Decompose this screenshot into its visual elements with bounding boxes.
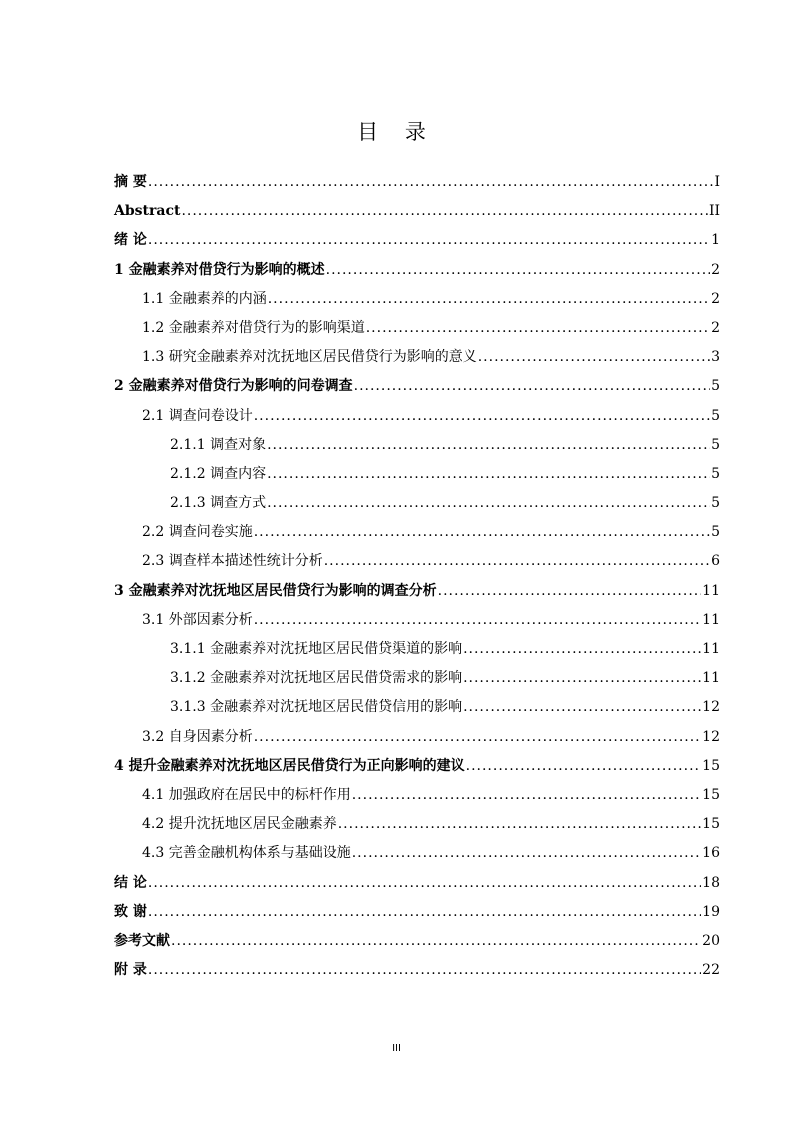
toc-entry-label: 1.3 研究金融素养对沈抚地区居民借贷行为影响的意义 [142, 349, 477, 366]
toc-entry[interactable] [114, 547, 720, 576]
toc-entry[interactable] [114, 664, 720, 693]
toc-entry-page-number: 5 [711, 495, 720, 512]
toc-dot-leader [148, 226, 710, 255]
toc-entry-page-number: I [714, 174, 720, 190]
toc-entry-page-number: 6 [711, 553, 720, 570]
toc-entry-page-number: II [708, 203, 720, 220]
toc-dot-leader [324, 547, 710, 576]
toc-dot-leader [268, 285, 710, 314]
toc-entry-label: Abstract [114, 203, 181, 220]
toc-entry[interactable] [114, 577, 720, 606]
toc-entry[interactable] [114, 372, 720, 401]
toc-entry-label: 4 提升金融素养对沈抚地区居民借贷行为正向影响的建议 [114, 757, 465, 774]
toc-entry-label: 1 金融素养对借贷行为影响的概述 [114, 261, 325, 278]
toc-entry[interactable] [114, 256, 720, 285]
toc-entry-page-number: 15 [702, 816, 720, 833]
toc-dot-leader [438, 577, 702, 606]
toc-dot-leader [267, 489, 710, 518]
toc-dot-leader [354, 372, 710, 401]
toc-dot-leader [148, 898, 701, 927]
toc-entry-label: 3.1 外部因素分析 [142, 611, 253, 628]
toc-entry-page-number: 22 [702, 962, 720, 979]
toc-entry-label: 结 论 [114, 874, 147, 891]
toc-entry-label: 2.1.3 调查方式 [170, 495, 267, 512]
toc-dot-leader [148, 869, 701, 898]
toc-entry-label: 3.2 自身因素分析 [142, 728, 253, 745]
toc-entry-label: 参考文献 [114, 932, 170, 949]
toc-entry-label: 4.1 加强政府在居民中的标杆作用 [142, 786, 351, 803]
toc-entry-page-number: 2 [711, 261, 720, 278]
toc-entry-page-number: 11 [702, 670, 720, 687]
toc-entry[interactable] [114, 518, 720, 547]
toc-dot-leader [463, 635, 701, 664]
toc-dot-leader [463, 664, 701, 693]
toc-entry-page-number: 5 [711, 465, 720, 482]
toc-entry-label: 3 金融素养对沈抚地区居民借贷行为影响的调查分析 [114, 582, 437, 599]
table-of-contents [114, 168, 720, 985]
toc-entry-label: 3.1.2 金融素养对沈抚地区居民借贷需求的影响 [170, 670, 463, 687]
toc-dot-leader [148, 956, 701, 985]
toc-entry[interactable] [114, 343, 720, 372]
toc-entry-page-number: 16 [702, 845, 720, 862]
toc-entry-label: 2.1.2 调查内容 [170, 465, 267, 482]
toc-entry-page-number: 5 [711, 524, 720, 541]
toc-entry[interactable] [114, 460, 720, 489]
toc-entry-page-number: 5 [711, 407, 720, 424]
toc-entry-label: 3.1.1 金融素养对沈抚地区居民借贷渠道的影响 [170, 641, 463, 657]
toc-entry[interactable] [114, 898, 720, 927]
toc-entry[interactable] [114, 693, 720, 722]
toc-dot-leader [326, 256, 710, 285]
toc-entry-label: 1.2 金融素养对借贷行为的影响渠道 [142, 319, 365, 336]
toc-dot-leader [171, 927, 701, 956]
toc-dot-leader [254, 518, 710, 547]
toc-entry[interactable] [114, 869, 720, 898]
toc-entry-label: 1.1 金融素养的内涵 [142, 290, 267, 307]
toc-dot-leader [338, 810, 701, 839]
toc-entry[interactable] [114, 752, 720, 781]
toc-dot-leader [181, 197, 707, 226]
toc-entry-label: 摘 要 [114, 174, 147, 190]
toc-entry-page-number: 20 [702, 932, 720, 949]
toc-entry[interactable] [114, 226, 720, 255]
toc-entry-page-number: 5 [711, 378, 720, 395]
toc-entry-page-number: 2 [711, 290, 720, 307]
toc-entry[interactable] [114, 431, 720, 460]
toc-entry-label: 3.1.3 金融素养对沈抚地区居民借贷信用的影响 [170, 699, 463, 716]
toc-entry[interactable] [114, 810, 720, 839]
toc-entry-page-number: 11 [702, 611, 720, 628]
toc-entry-page-number: 15 [702, 786, 720, 803]
toc-entry-label: 2.1 调查问卷设计 [142, 407, 253, 424]
toc-dot-leader [254, 606, 701, 635]
toc-entry-label: 绪 论 [114, 232, 147, 249]
toc-dot-leader [466, 752, 702, 781]
toc-entry-page-number: 1 [711, 232, 720, 249]
toc-entry[interactable] [114, 606, 720, 635]
toc-entry[interactable] [114, 402, 720, 431]
toc-entry[interactable] [114, 956, 720, 985]
toc-entry-label: 2.1.1 调查对象 [170, 436, 267, 453]
toc-entry-label: 附 录 [114, 962, 147, 979]
toc-entry[interactable] [114, 839, 720, 868]
toc-entry-label: 致 谢 [114, 903, 147, 920]
toc-entry[interactable] [114, 781, 720, 810]
toc-dot-leader [148, 168, 714, 197]
toc-dot-leader [463, 693, 701, 722]
toc-dot-leader [267, 431, 710, 460]
toc-entry[interactable] [114, 314, 720, 343]
toc-entry-page-number: 12 [702, 699, 720, 716]
toc-entry-label: 4.3 完善金融机构体系与基础设施 [142, 845, 351, 862]
toc-entry-page-number: 11 [702, 582, 720, 599]
toc-dot-leader [478, 343, 710, 372]
toc-dot-leader [352, 781, 701, 810]
toc-entry-page-number: 2 [711, 319, 720, 336]
toc-entry-label: 2.2 调查问卷实施 [142, 524, 253, 541]
toc-entry[interactable] [114, 197, 720, 226]
toc-entry-label: 4.2 提升沈抚地区居民金融素养 [142, 816, 337, 833]
toc-dot-leader [254, 402, 710, 431]
toc-entry[interactable] [114, 723, 720, 752]
toc-dot-leader [352, 839, 701, 868]
toc-entry-page-number: 5 [711, 436, 720, 453]
toc-entry-page-number: 3 [711, 349, 720, 366]
toc-entry[interactable] [114, 635, 720, 664]
toc-entry-page-number: 18 [702, 874, 720, 891]
toc-dot-leader [366, 314, 710, 343]
toc-entry-label: 2 金融素养对借贷行为影响的问卷调查 [114, 378, 353, 395]
toc-entry-page-number: 19 [702, 903, 720, 920]
toc-entry-page-number: 11 [702, 641, 720, 657]
footer-page-number: III [392, 1043, 401, 1054]
toc-entry-page-number: 15 [702, 757, 720, 774]
toc-entry[interactable] [114, 927, 720, 956]
toc-dot-leader [267, 460, 710, 489]
toc-entry[interactable] [114, 285, 720, 314]
toc-entry-label: 2.3 调查样本描述性统计分析 [142, 553, 323, 570]
toc-title: 目 录 [357, 120, 436, 144]
toc-entry-page-number: 12 [702, 728, 720, 745]
toc-dot-leader [254, 723, 701, 752]
toc-entry[interactable] [114, 168, 720, 197]
toc-entry[interactable] [114, 489, 720, 518]
